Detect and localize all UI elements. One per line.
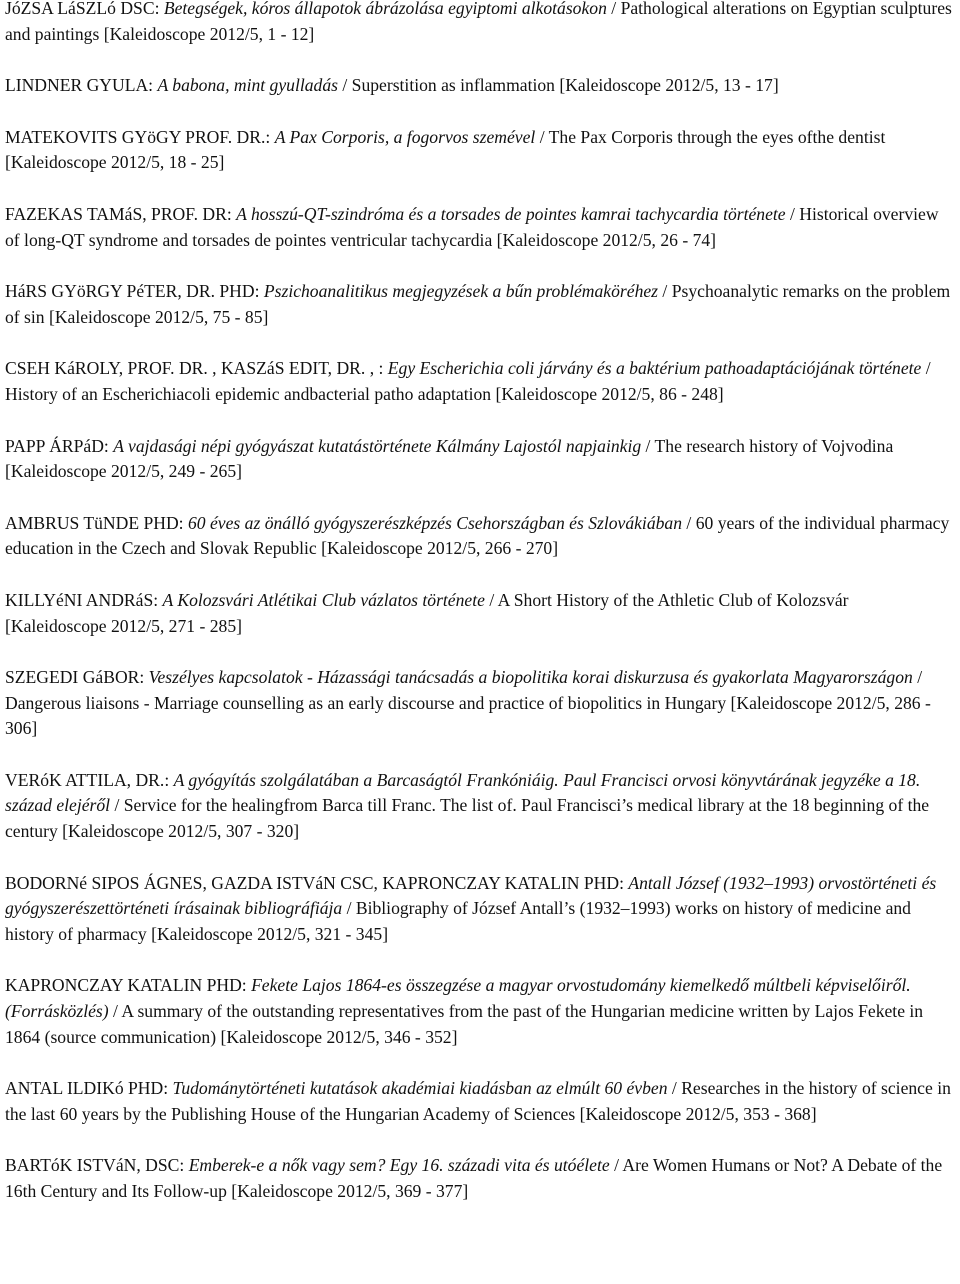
hungarian-title: Emberek-e a nők vagy sem? Egy 16. századi vita és utóélete [188, 1155, 610, 1176]
hungarian-title: Tudománytörténeti kutatások akadémiai kiadásban az elmúlt 60 évben [172, 1078, 668, 1099]
english-title-and-citation: / Historical overview of long-QT syndrome and torsades de pointes ventricular tachycardia [Kaleidoscope 2012/5, 26 - 74] [5, 203, 939, 250]
author-names: CSEH KáROLY, PROF. DR. , KASZáS EDIT, DR. , : [5, 358, 388, 379]
hungarian-title: Egy Escherichia coli járvány és a baktérium pathoadaptációjának története [387, 358, 922, 379]
author-names: ANTAL ILDIKó PHD: [5, 1078, 173, 1099]
english-title-and-citation: / Bibliography of József Antall’s (1932–1993) works on history of medicine and history of pharmacy [Kaleidoscope 2012/5, 321 - 345] [5, 898, 911, 944]
article-entry [5, 588, 952, 639]
english-title-and-citation: / The Pax Corporis through the eyes ofthe dentist [Kaleidoscope 2012/5, 18 - 25] [5, 126, 886, 173]
english-title-and-citation: / History of an Escherichiacoli epidemic andbacterial patho adaptation [Kaleidoscope 2012/5, 86 - 248] [5, 358, 931, 404]
article-entry [5, 125, 952, 176]
author-names: AMBRUS TüNDE PHD: [5, 512, 188, 533]
hungarian-title: Veszélyes kapcsolatok - Házassági tanácsadás a biopolitika korai diskurzusa és gyakorlata Magyarországon [148, 667, 913, 688]
english-title-and-citation: / A summary of the outstanding representatives from the past of the Hungarian medicine written by Lajos Fekete in 1864 (source communication) [Kaleidoscope 2012/5, 346 - 352] [5, 1001, 924, 1047]
author-names: SZEGEDI GáBOR: [5, 667, 149, 688]
article-entry [5, 871, 952, 948]
article-entry [5, 665, 952, 742]
hungarian-title: A hosszú-QT-szindróma és a torsades de pointes kamrai tachycardia története [236, 203, 786, 224]
english-title-and-citation: / Psychoanalytic remarks on the problem of sin [Kaleidoscope 2012/5, 75 - 85] [5, 281, 951, 327]
english-title-and-citation: / Dangerous liaisons - Marriage counselling as an early discourse and practice of biopolitics in Hungary [Kaleidoscope 2012/5, 286 - 306] [5, 667, 931, 739]
hungarian-title: Antall József (1932–1993) orvostörténeti és gyógyszerészettörténeti írásainak bibliográfiája [5, 872, 937, 919]
english-title-and-citation: / A Short History of the Athletic Club of Kolozsvár [Kaleidoscope 2012/5, 271 - 285] [5, 589, 849, 636]
english-title-and-citation: / Are Women Humans or Not? A Debate of the 16th Century and Its Follow-up [Kaleidoscope 2012/5, 369 - 377] [5, 1155, 943, 1201]
hungarian-title: Fekete Lajos 1864-es összegzése a magyar orvostudomány kiemelkedő múltbeli képviselőiről. (Forrásközlés) [5, 975, 911, 1022]
english-title-and-citation: / The research history of Vojvodina [Kaleidoscope 2012/5, 249 - 265] [5, 435, 894, 482]
article-entry [5, 279, 952, 330]
article-entry [5, 1076, 952, 1127]
article-entry [5, 73, 952, 99]
article-entry [5, 0, 952, 47]
hungarian-title: A babona, mint gyulladás [157, 75, 338, 96]
article-entry [5, 1153, 952, 1204]
article-entry [5, 202, 952, 253]
author-names: VERóK ATTILA, DR.: [5, 769, 174, 790]
hungarian-title: A vajdasági népi gyógyászat kutatástörténete Kálmány Lajostól napjainkig [113, 435, 642, 456]
author-names: BARTóK ISTVáN, DSC: [5, 1155, 189, 1176]
author-names: BODORNé SIPOS ÁGNES, GAZDA ISTVáN CSC, KAPRONCZAY KATALIN PHD: [5, 872, 629, 893]
author-names: PAPP ÁRPáD: [5, 435, 114, 456]
article-entry [5, 434, 952, 485]
article-entry [5, 973, 952, 1050]
article-entry [5, 768, 952, 845]
author-names: LINDNER GYULA: [5, 75, 158, 96]
author-names: FAZEKAS TAMáS, PROF. DR: [5, 203, 237, 224]
english-title-and-citation: / Researches in the history of science in the last 60 years by the Publishing House of the Hungarian Academy of Sciences [Kaleidoscope 2012/5, 353 - 368] [5, 1078, 951, 1124]
english-title-and-citation: / 60 years of the individual pharmacy education in the Czech and Slovak Republic [Kaleidoscope 2012/5, 266 - 270] [5, 512, 950, 559]
author-names: HáRS GYöRGY PéTER, DR. PHD: [5, 281, 264, 302]
author-names: MATEKOVITS GYöGY PROF. DR.: [5, 126, 275, 147]
hungarian-title: Pszichoanalitikus megjegyzések a bűn problémaköréhez [263, 281, 659, 302]
article-entry [5, 356, 952, 407]
hungarian-title: A gyógyítás szolgálatában a Barcaságtól Frankóniáig. Paul Francisci orvosi könyvtárának jegyzéke a 18. század elejéről [5, 769, 921, 816]
hungarian-title: A Pax Corporis, a fogorvos szemével [274, 126, 536, 147]
english-title-and-citation: / Superstition as inflammation [Kaleidoscope 2012/5, 13 - 17] [337, 75, 779, 96]
author-names: KAPRONCZAY KATALIN PHD: [5, 975, 252, 996]
hungarian-title: A Kolozsvári Atlétikai Club vázlatos története [162, 589, 485, 610]
article-list [5, 0, 952, 1205]
hungarian-title: 60 éves az önálló gyógyszerészképzés Csehországban és Szlovákiában [187, 512, 683, 533]
hungarian-title: Betegségek, kóros állapotok ábrázolása egyiptomi alkotásokon [163, 0, 607, 18]
article-entry [5, 511, 952, 562]
english-title-and-citation: / Pathological alterations on Egyptian sculptures and paintings [Kaleidoscope 2012/5, 1 - 12] [5, 0, 952, 44]
english-title-and-citation: / Service for the healingfrom Barca till Franc. The list of. Paul Francisci’s medical library at the 18 beginning of the century [Kaleidoscope 2012/5, 307 - 320] [5, 795, 930, 842]
author-names: JóZSA LáSZLó DSC: [5, 0, 164, 18]
author-names: KILLYéNI ANDRáS: [5, 589, 163, 610]
